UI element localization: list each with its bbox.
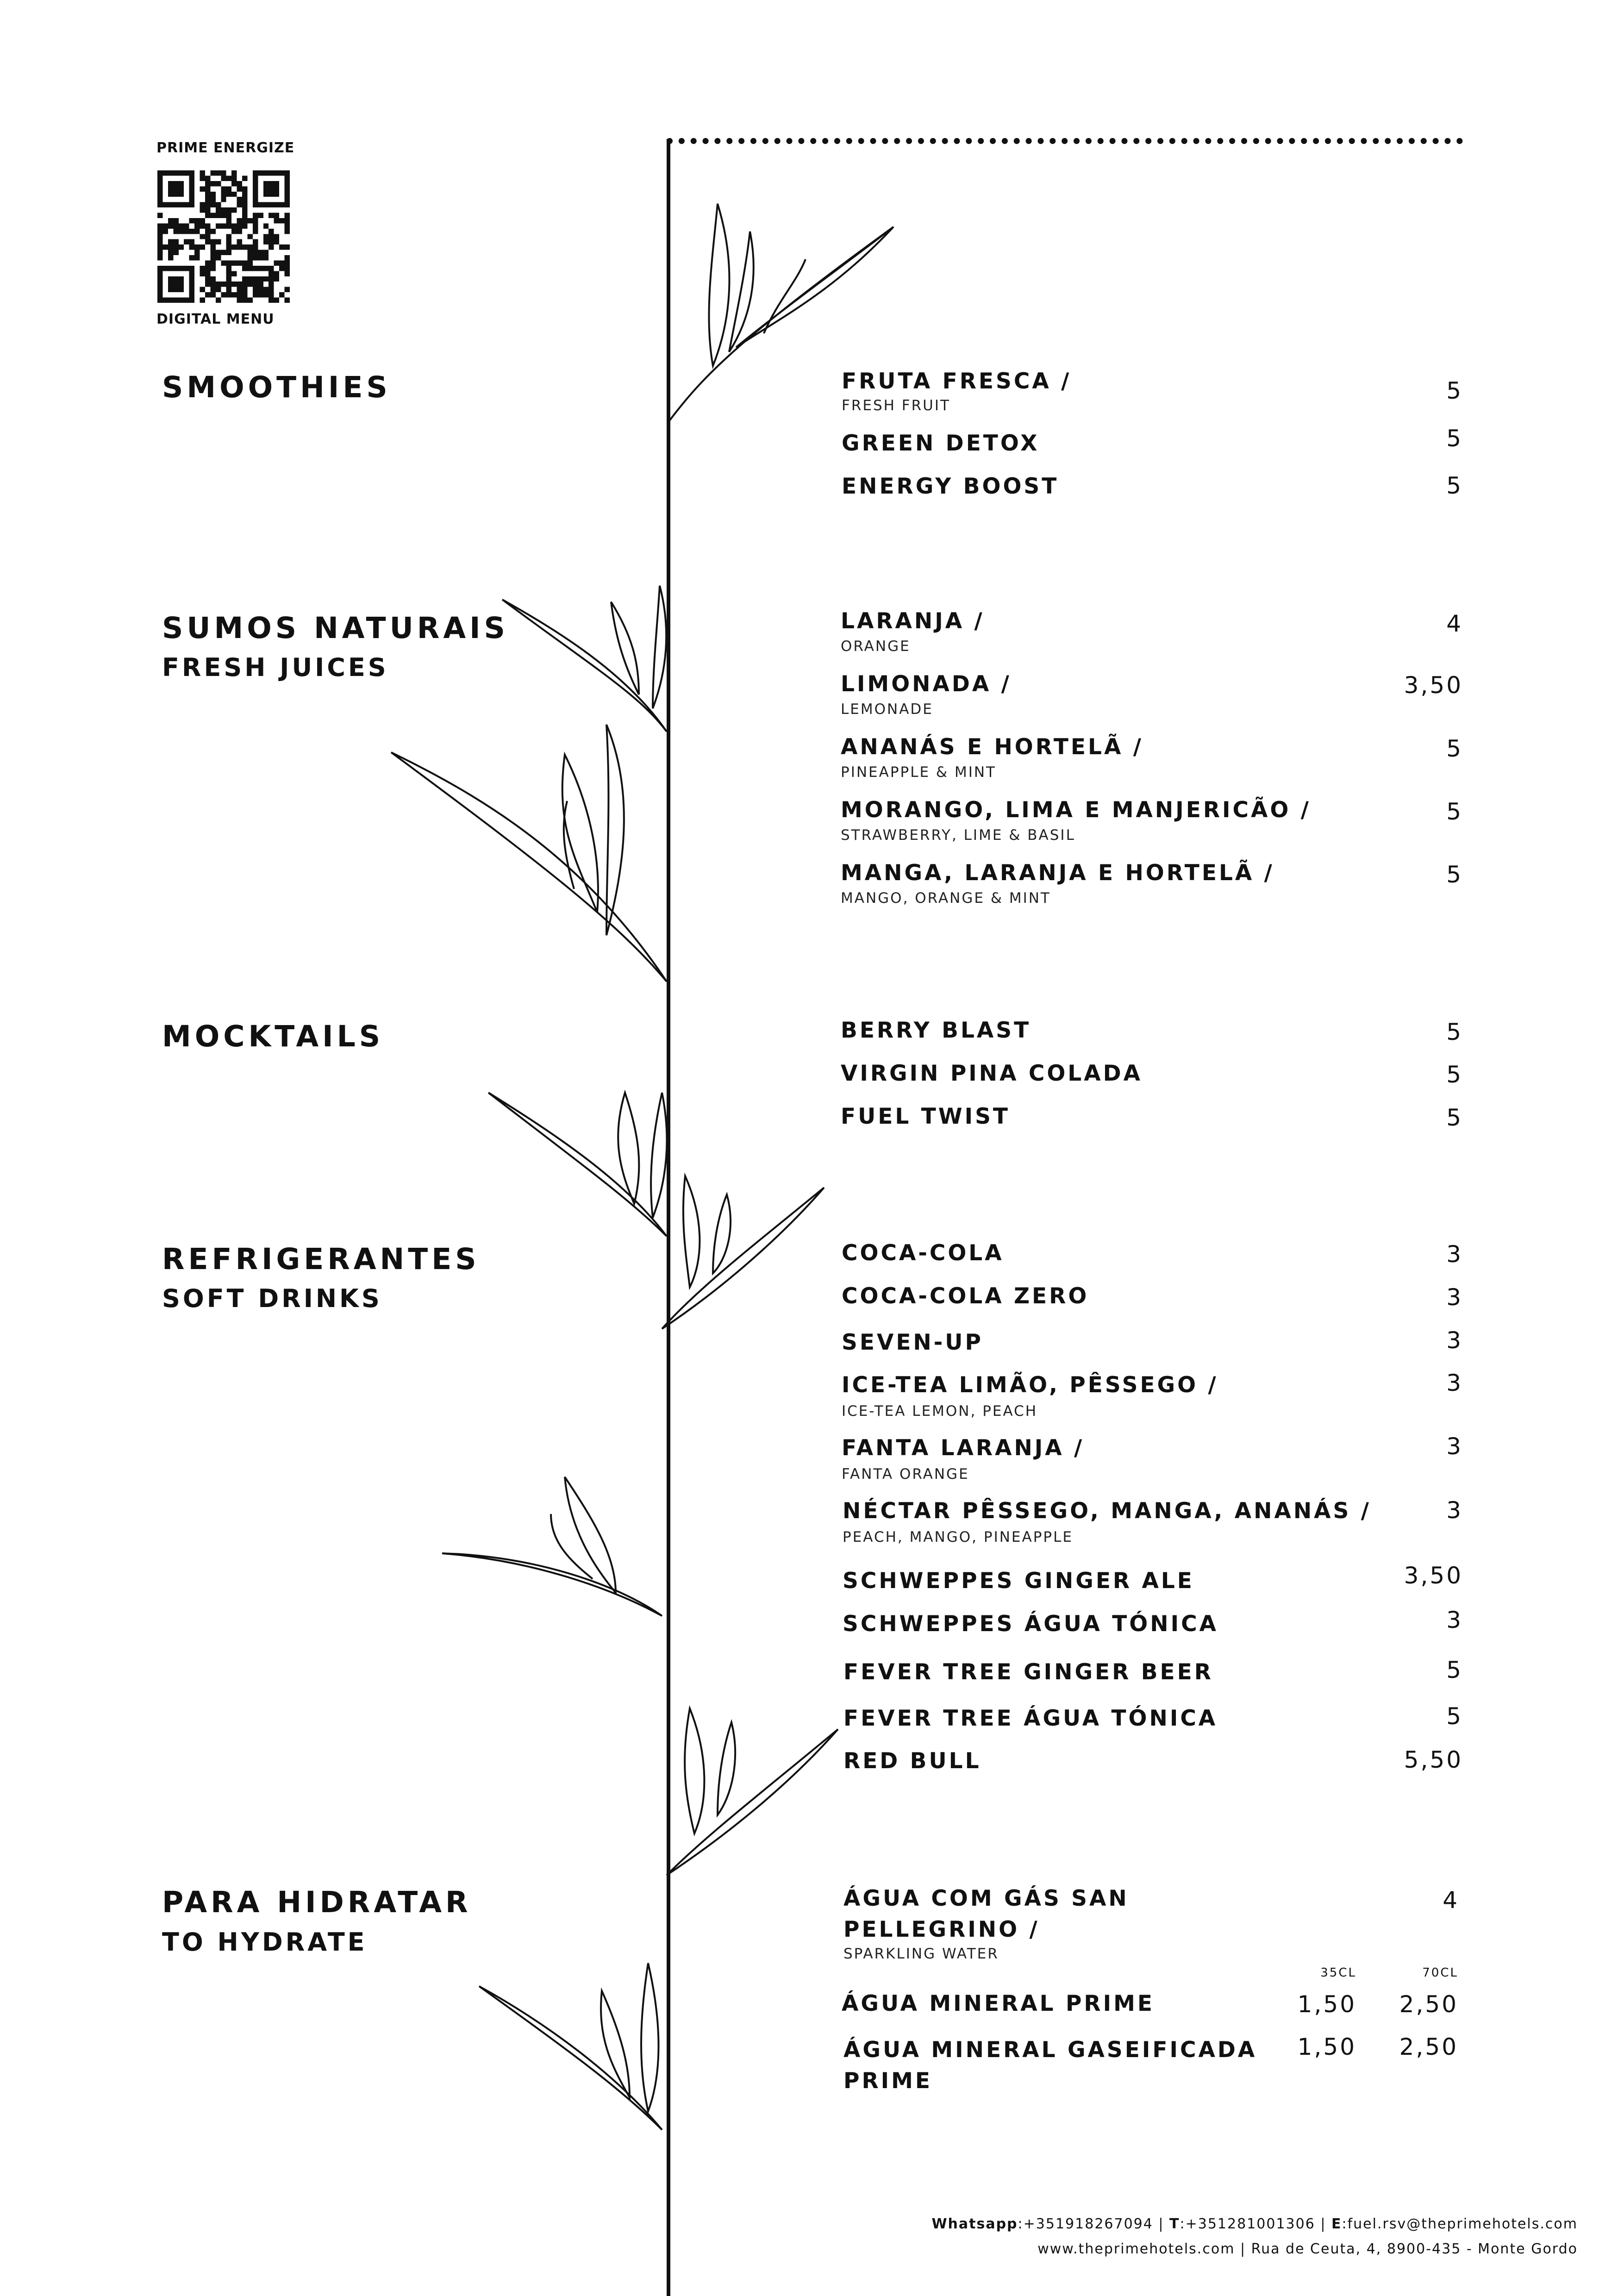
section-title-mocktails: MOCKTAILS	[162, 1020, 384, 1053]
item-price: 3	[1446, 1327, 1463, 1354]
item-price: 5	[1446, 1061, 1463, 1088]
email-label: E	[1331, 2216, 1342, 2232]
item-name: ÁGUA MINERAL PRIME	[842, 1991, 1155, 2016]
section-title-soft: REFRIGERANTES	[162, 1242, 480, 1276]
item-sub: STRAWBERRY, LIME & BASIL	[841, 827, 1075, 844]
item-price: 5	[1446, 1104, 1463, 1131]
item-name: ENERGY BOOST	[842, 474, 1059, 499]
item-price-70cl: 2,50	[1399, 1991, 1458, 2018]
item-price: 5	[1446, 798, 1463, 825]
item-name: GREEN DETOX	[842, 431, 1040, 456]
phone-label: T	[1169, 2216, 1180, 2232]
whatsapp-label: Whatsapp	[931, 2216, 1018, 2232]
leaf-branch-icon	[667, 199, 898, 431]
section-subtitle-soft: SOFT DRINKS	[162, 1284, 382, 1313]
column-header-35cl: 35CL	[1320, 1966, 1356, 1980]
separator: |	[1153, 2216, 1170, 2232]
leaf-branch-icon	[500, 574, 671, 741]
column-header-70cl: 70CL	[1422, 1966, 1458, 1980]
item-price: 4	[1443, 1887, 1459, 1914]
leaf-branch-icon	[662, 1695, 843, 1880]
item-price: 3	[1446, 1370, 1463, 1396]
item-sub: ORANGE	[841, 638, 911, 655]
item-price: 5	[1446, 1703, 1463, 1730]
qr-bottom-label: DIGITAL MENU	[156, 311, 275, 327]
item-price-70cl: 2,50	[1399, 2033, 1458, 2060]
item-price-35cl: 1,50	[1297, 2033, 1356, 2060]
item-name: NÉCTAR PÊSSEGO, MANGA, ANANÁS /	[843, 1498, 1371, 1524]
item-price: 5,50	[1404, 1746, 1463, 1773]
item-name: FUEL TWIST	[841, 1104, 1010, 1129]
item-name: SEVEN-UP	[842, 1330, 983, 1355]
qr-top-label: PRIME ENERGIZE	[156, 140, 295, 156]
item-name: RED BULL	[843, 1748, 981, 1774]
item-name: MANGA, LARANJA E HORTELÃ /	[841, 860, 1274, 886]
phone-number[interactable]: :+351281001306	[1180, 2216, 1315, 2232]
item-name: ÁGUA COM GÁS SAN	[843, 1886, 1129, 1911]
item-name: BERRY BLAST	[841, 1018, 1031, 1043]
item-price: 3	[1446, 1497, 1463, 1524]
item-name: FANTA LARANJA /	[842, 1435, 1085, 1461]
section-title-juices: SUMOS NATURAIS	[162, 611, 509, 645]
item-sub: FANTA ORANGE	[842, 1466, 969, 1483]
item-price: 3,50	[1404, 672, 1463, 699]
footer-address-line[interactable]: www.theprimehotels.com | Rua de Ceuta, 4, 8900-435 - Monte Gordo	[1037, 2241, 1578, 2257]
item-name: SCHWEPPES ÁGUA TÓNICA	[843, 1611, 1218, 1637]
item-price: 5	[1446, 472, 1463, 499]
item-name: VIRGIN PINA COLADA	[841, 1061, 1143, 1086]
item-name: COCA-COLA	[842, 1240, 1004, 1266]
item-price: 3	[1446, 1607, 1463, 1633]
leaf-branch-icon	[657, 1167, 829, 1333]
item-price: 5	[1446, 425, 1463, 452]
footer-contact-line	[931, 2216, 1578, 2232]
item-price: 3	[1446, 1241, 1463, 1268]
qr-code[interactable]	[157, 170, 290, 303]
item-sub: SPARKLING WATER	[843, 1946, 999, 1962]
leaf-branch-icon	[486, 1065, 671, 1241]
leaf-branch-icon	[389, 718, 671, 986]
item-price: 5	[1446, 735, 1463, 762]
item-name: LARANJA /	[841, 608, 985, 634]
item-name-line2: PELLEGRINO /	[843, 1917, 1040, 1942]
item-price-35cl: 1,50	[1297, 1991, 1356, 2018]
section-subtitle-hydrate: TO HYDRATE	[162, 1927, 368, 1957]
email-address[interactable]: :fuel.rsv@theprimehotels.com	[1342, 2216, 1578, 2232]
leaf-branch-icon	[440, 1472, 667, 1620]
item-name: ICE-TEA LIMÃO, PÊSSEGO /	[842, 1372, 1218, 1398]
item-sub: PEACH, MANGO, PINEAPPLE	[843, 1529, 1073, 1545]
item-price: 5	[1446, 377, 1463, 404]
item-price: 3	[1446, 1284, 1463, 1311]
item-name: ÁGUA MINERAL GASEIFICADA	[843, 2037, 1257, 2063]
item-sub: LEMONADE	[841, 701, 933, 718]
section-title-hydrate: PARA HIDRATAR	[162, 1885, 472, 1919]
item-price: 3,50	[1404, 1562, 1463, 1589]
item-name: FRUTA FRESCA /	[842, 369, 1072, 394]
item-name-line2: PRIME	[843, 2068, 933, 2094]
section-title-smoothies: SMOOTHIES	[162, 370, 391, 404]
item-name: LIMONADA /	[841, 671, 1012, 697]
dotted-top-rule	[667, 138, 1463, 144]
item-sub: MANGO, ORANGE & MINT	[841, 890, 1051, 907]
item-name: ANANÁS E HORTELÃ /	[841, 734, 1143, 760]
item-name: SCHWEPPES GINGER ALE	[843, 1568, 1194, 1594]
item-sub: PINEAPPLE & MINT	[841, 764, 996, 781]
item-price: 5	[1446, 1657, 1463, 1683]
item-sub: FRESH FRUIT	[842, 397, 950, 414]
section-subtitle-juices: FRESH JUICES	[162, 653, 389, 682]
item-name: FEVER TREE ÁGUA TÓNICA	[843, 1706, 1218, 1731]
item-price: 4	[1446, 610, 1463, 637]
item-price: 5	[1446, 1019, 1463, 1045]
item-price: 5	[1446, 861, 1463, 888]
whatsapp-number[interactable]: :+351918267094	[1018, 2216, 1153, 2232]
leaf-branch-icon	[477, 1958, 667, 2134]
item-name: FEVER TREE GINGER BEER	[843, 1659, 1213, 1685]
item-name: MORANGO, LIMA E MANJERICÃO /	[841, 797, 1311, 823]
item-name: COCA-COLA ZERO	[842, 1283, 1089, 1309]
separator: |	[1315, 2216, 1331, 2232]
item-price: 3	[1446, 1433, 1463, 1460]
item-sub: ICE-TEA LEMON, PEACH	[842, 1403, 1038, 1420]
